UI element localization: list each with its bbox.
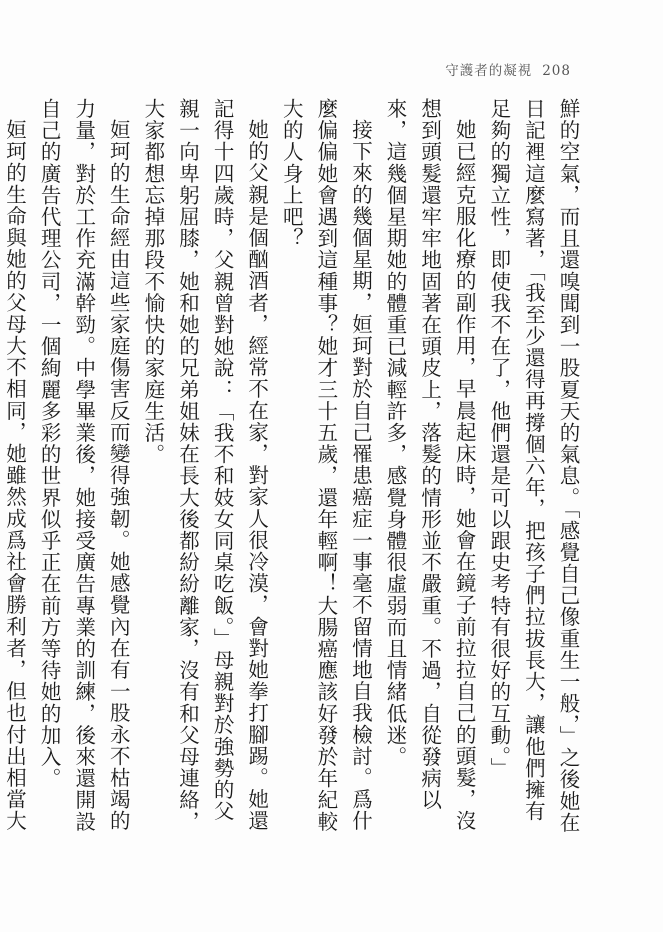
paragraph: 鮮的空氣，而且還嗅聞到一股夏天的氣息。「感覺自己像重生一般，」之後她在日記裡這麼寫著，「我至少還得再撐個六年，把孩子們拉拔長大，讓他們擁有足夠的獨立性，即使我不在了，他們還是可以跟史考特有很好的互動。」 bbox=[486, 98, 580, 834]
paragraph: 姮珂的生命經由這些家庭傷害反而變得強韌。她感覺內在有一股永不枯竭的力量，對於工作充滿幹勁。中學畢業後，她接受廣告專業的訓練，後來還開設自己的廣告代理公司，一個絢麗多彩的世界似乎正在前方等待她的加入。 bbox=[37, 98, 131, 833]
vertical-text-body bbox=[2, 98, 585, 838]
paragraph: 接下來的幾個星期，姮珂對於自己罹患癌症一事毫不留情地自我檢討。爲什麼偏偏她會遇到這種事？她才三十五歲，還年輕啊！大腸癌應該好發於年紀較大的人身上吧？ bbox=[279, 98, 373, 833]
book-title: 守護者的凝視 bbox=[445, 63, 533, 79]
paragraph: 她的父親是個酗酒者，經常不在家，對家人很冷漠，會對她拳打腳踢。她還記得十四歲時，父親曾對她說：「我不和妓女同桌吃飯。」母親對於強勢的父親一向卑躬屈膝，她和她的兄弟姐妹在長大後都紛紛離家，沒有和父母連絡，大家都想忘掉那段不愉快的家庭生活。 bbox=[140, 98, 269, 833]
page-number: 208 bbox=[542, 63, 571, 79]
running-header bbox=[445, 59, 571, 79]
paragraph: 她已經克服化療的副作用，早晨起床時，她會在鏡子前拉拉自己的頭髮，沒想到頭髮還牢牢地固著在頭皮上，落髮的情形並不嚴重。不過，自從發病以來，這幾個星期她的體重已減輕許多，感覺身體很虛弱而且情緒低迷。 bbox=[383, 98, 477, 832]
paragraph: 姮珂的生命與她的父母大不相同，她雖然成爲社會勝利者，但也付出相當大 bbox=[2, 118, 27, 832]
